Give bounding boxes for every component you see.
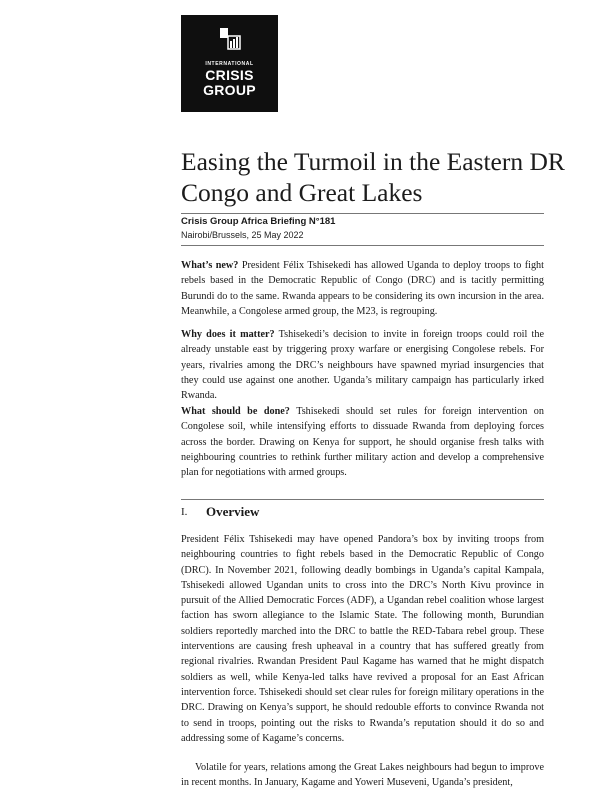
document-title: Easing the Turmoil in the Eastern DR Congo and Great Lakes (181, 147, 565, 207)
summary-whats-new (181, 258, 544, 319)
logo-text-international: INTERNATIONAL (205, 61, 254, 67)
summary-text: Tshisekedi’s decision to invite in foreign troops could roil the already unstable east by triggering proxy warfare or energising Congolese rebels. For years, rivalries among the DRC’s neighbours have spawned myriad insurgencies that they could use against one another. Uganda’s military campaign has particularly irked Rwanda. (181, 329, 544, 402)
header-divider (181, 245, 544, 246)
crisis-group-logo (181, 15, 278, 112)
section-divider (181, 499, 544, 500)
summary-lead: What should be done? (181, 406, 290, 417)
title-divider (181, 213, 544, 214)
dateline: Nairobi/Brussels, 25 May 2022 (181, 230, 304, 240)
summary-text: Tshisekedi should set rules for foreign intervention on Congolese soil, while intensifying efforts to dissuade Rwanda from deploying forces across the border. Drawing on Kenya for support, he should organise fresh talks with neighbouring countries to rethink further military action and develop a comprehensive plan for negotiations with armed groups. (181, 406, 544, 479)
section-number: I. (181, 506, 188, 518)
summary-what-done (181, 404, 544, 480)
summary-text: President Félix Tshisekedi has allowed Uganda to deploy troops to fight rebels based in the Democratic Republic of Congo (DRC) and is tacitly permitting Burundi do to the same. Rwanda appears to be considering its own incursion in the area. Meanwhile, a Congolese armed group, the M23, is regrouping. (181, 260, 544, 317)
summary-why-matters (181, 327, 544, 403)
logo-text-group: GROUP (203, 82, 256, 98)
briefing-number: Crisis Group Africa Briefing N°181 (181, 216, 336, 227)
logo-text-crisis: CRISIS (205, 67, 254, 83)
summary-lead: Why does it matter? (181, 329, 275, 340)
summary-lead: What’s new? (181, 260, 239, 271)
logo-mark-icon (218, 25, 242, 51)
body-paragraph: President Félix Tshisekedi may have opened Pandora’s box by inviting troops from neighbouring countries to fight rebels based in the Democratic Republic of Congo (DRC). In November 2021, following deadly bombings in Uganda’s capital Kampala, Tshisekedi allowed Ugandan units to cross into the DRC’s North Kivu province in pursuit of the Allied Democratic Forces (ADF), a Ugandan rebel coalition whose largest faction has sworn allegiance to the Islamic State. The following month, Burundian soldiers reportedly marched into the DRC to battle the RED-Tabara rebel group. These interventions are causing fresh upheaval in a country that has suffered greatly from regional rivalries. Rwandan President Paul Kagame has warned that he might dispatch soldiers as well, while Kenya-led talks have revived a proposal for an East African intervention force. Tshisekedi should set clear rules for foreign military operations in the DRC. Drawing on Kenya’s support, he should redouble efforts to convince Rwanda not to send in troops, pointing out the risks to Rwanda’s reputation should it do so and addressing some of Kagame’s concerns. (181, 534, 544, 744)
body-paragraph: Volatile for years, relations among the Great Lakes neighbours had begun to improve in recent months. In January, Kagame and Yoweri Museveni, Uganda’s president, (181, 762, 544, 789)
section-title: Overview (206, 504, 260, 519)
